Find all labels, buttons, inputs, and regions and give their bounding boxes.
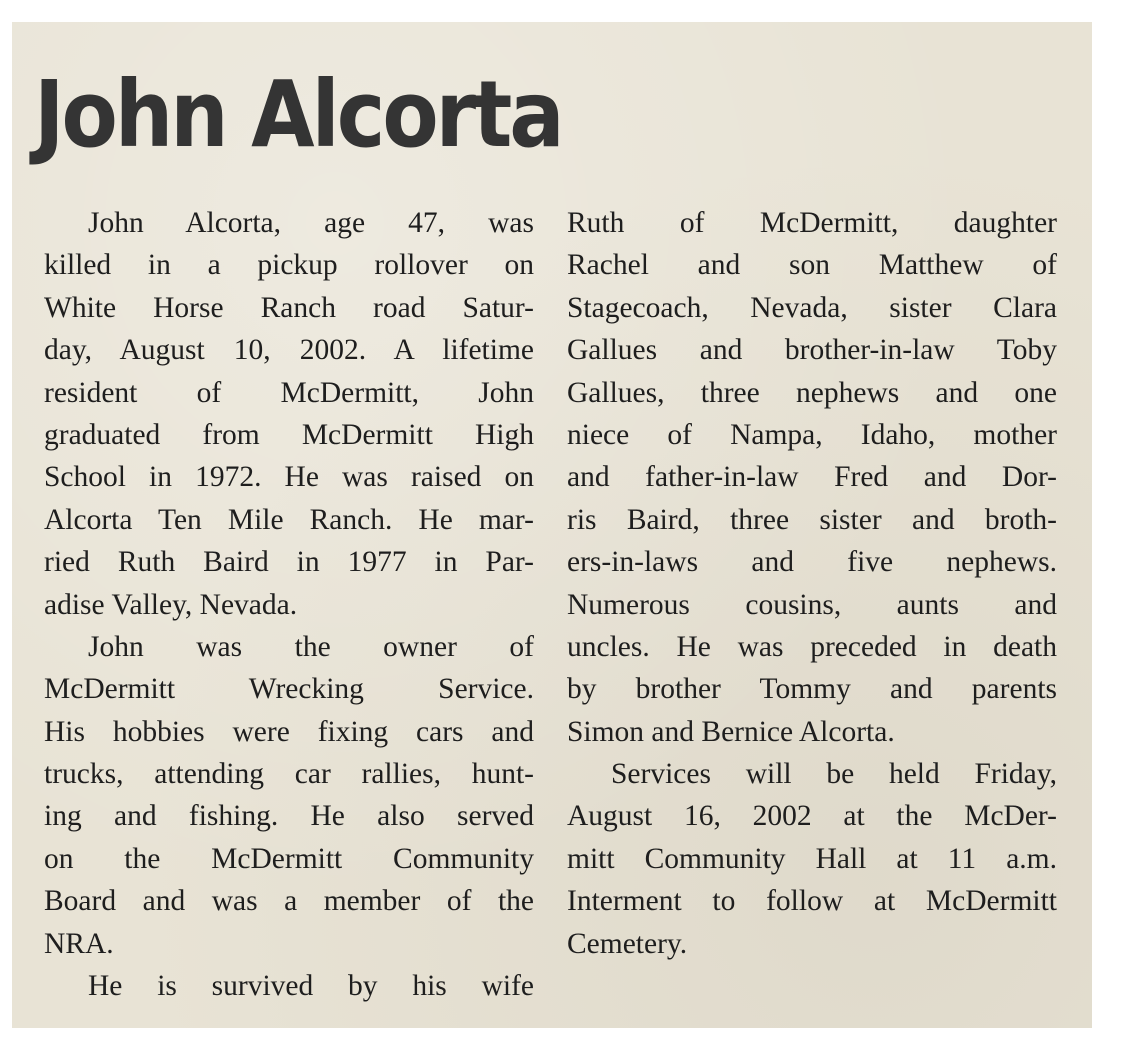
text-line: killed in a pickup rollover on: [44, 249, 534, 282]
text-line: Alcorta Ten Mile Ranch. He mar-: [44, 503, 534, 536]
text-line: White Horse Ranch road Satur-: [44, 291, 534, 324]
text-line: School in 1972. He was raised on: [44, 461, 534, 494]
newspaper-clipping: [12, 22, 1092, 1028]
text-line: niece of Nampa, Idaho, mother: [567, 418, 1057, 451]
text-line: Gallues, three nephews and one: [567, 376, 1057, 409]
text-line: Simon and Bernice Alcorta.: [567, 715, 895, 748]
text-line: Numerous cousins, aunts and: [567, 588, 1057, 621]
text-line: graduated from McDermitt High: [44, 418, 534, 451]
text-line: ris Baird, three sister and broth-: [567, 503, 1057, 536]
text-line: ried Ruth Baird in 1977 in Par-: [44, 546, 534, 579]
text-line: Cemetery.: [567, 927, 688, 960]
text-line: uncles. He was preceded in death: [567, 630, 1057, 663]
text-line: Stagecoach, Nevada, sister Clara: [567, 291, 1057, 324]
text-line: ing and fishing. He also served: [44, 800, 534, 833]
text-line: resident of McDermitt, John: [44, 376, 534, 409]
text-line: ers-in-laws and five nephews.: [567, 546, 1057, 579]
text-line: Interment to follow at McDermitt: [567, 885, 1057, 918]
text-line: John was the owner of: [88, 630, 534, 663]
text-line: trucks, attending car rallies, hunt-: [44, 758, 534, 791]
text-line: NRA.: [44, 927, 114, 960]
right-text-column: [567, 202, 1057, 965]
text-line: John Alcorta, age 47, was: [88, 207, 534, 239]
text-line: McDermitt Wrecking Service.: [44, 673, 534, 706]
text-line: adise Valley, Nevada.: [44, 588, 298, 621]
text-line: He is survived by his wife: [88, 970, 534, 1003]
text-line: mitt Community Hall at 11 a.m.: [567, 842, 1057, 875]
text-line: His hobbies were fixing cars and: [44, 715, 534, 748]
text-line: Board and was a member of the: [44, 885, 534, 918]
left-text-column: [44, 202, 534, 1007]
text-line: on the McDermitt Community: [44, 842, 534, 875]
text-line: and father-in-law Fred and Dor-: [567, 461, 1057, 494]
text-line: Services will be held Friday,: [611, 758, 1057, 791]
text-line: Gallues and brother-in-law Toby: [567, 334, 1057, 367]
text-line: Ruth of McDermitt, daughter: [567, 207, 1057, 239]
text-line: August 16, 2002 at the McDer-: [567, 800, 1057, 833]
text-line: by brother Tommy and parents: [567, 673, 1057, 706]
obituary-headline: John Alcorta: [34, 62, 562, 169]
text-line: day, August 10, 2002. A lifetime: [44, 334, 534, 367]
text-line: Rachel and son Matthew of: [567, 249, 1057, 282]
